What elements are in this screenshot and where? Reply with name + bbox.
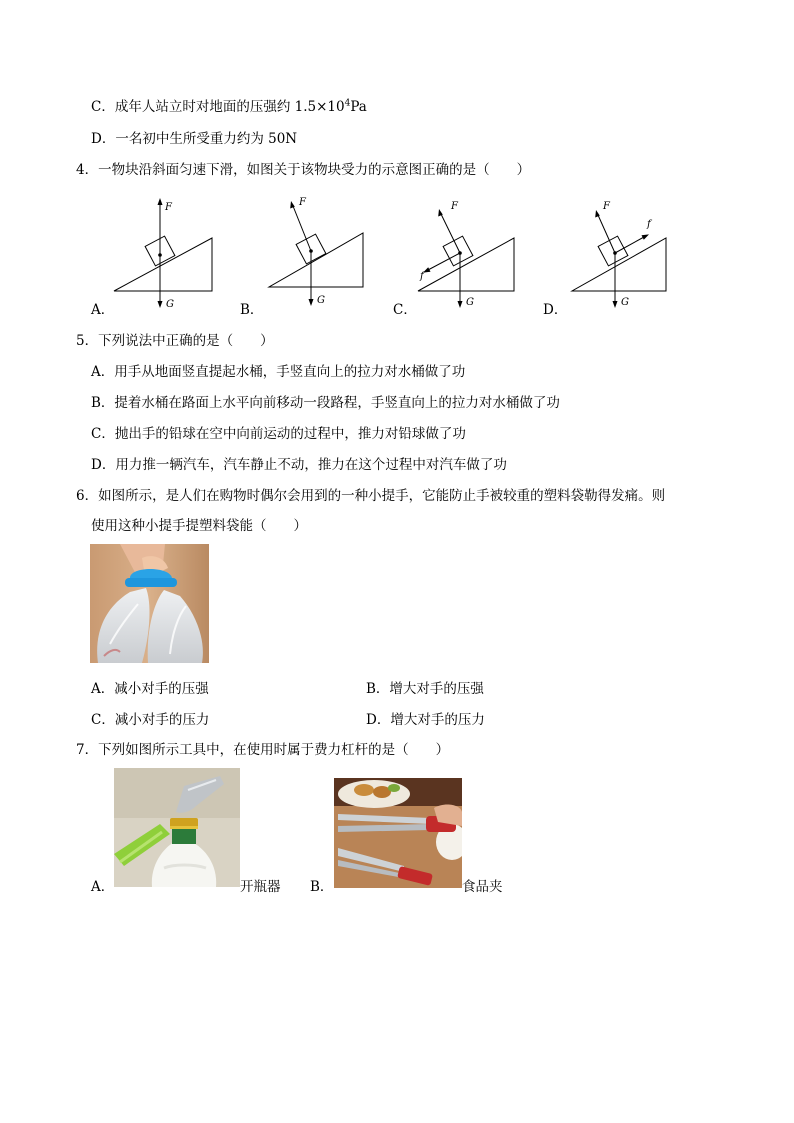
incline bbox=[572, 238, 666, 291]
q5-stem: 5．下列说法中正确的是（ ） bbox=[76, 333, 274, 349]
q4-option-c: C． bbox=[393, 302, 417, 318]
force-G-label: G bbox=[466, 297, 474, 308]
bag-handle-image bbox=[90, 544, 209, 663]
q6-stem-line1: 6．如图所示，是人们在购物时偶尔会用到的一种小提手，它能防止手被较重的塑料袋勒得发痛。则 bbox=[76, 488, 666, 504]
q7-stem: 7．下列如图所示工具中，在使用时属于费力杠杆的是（ ） bbox=[76, 742, 450, 758]
block bbox=[443, 236, 473, 266]
q7-option-a-caption: 开瓶器 bbox=[240, 879, 281, 895]
force-F-label: F bbox=[451, 201, 458, 212]
q6-option-d: D．增大对手的压力 bbox=[366, 712, 485, 728]
q6-bag-handle-photo bbox=[90, 544, 209, 663]
bottle-opener-image bbox=[114, 768, 240, 887]
force-F-label: F bbox=[299, 197, 306, 208]
q4-diagram-c bbox=[412, 195, 522, 310]
q3-option-d: D．一名初中生所受重力约为 50N bbox=[91, 131, 298, 147]
q4-option-b: B． bbox=[240, 302, 264, 318]
incline bbox=[269, 233, 363, 287]
q5-option-c: C．抛出手的铅球在空中向前运动的过程中，推力对铅球做了功 bbox=[91, 426, 466, 442]
q7-bottle-opener-photo bbox=[114, 768, 240, 887]
food-tongs-image bbox=[334, 778, 462, 888]
force-G-label: G bbox=[621, 297, 629, 308]
q6-option-a: A．减小对手的压强 bbox=[91, 681, 209, 697]
q7-option-a-label: A． bbox=[91, 879, 115, 895]
force-G-label: G bbox=[166, 299, 174, 310]
force-f-label: f bbox=[647, 219, 651, 230]
q4-diagram-d bbox=[566, 195, 676, 310]
incline bbox=[418, 238, 514, 291]
q6-stem-line2: 使用这种小提手提塑料袋能（ ） bbox=[91, 518, 307, 534]
force-F-label: F bbox=[165, 202, 172, 213]
q3-option-c: C．成年人站立时对地面的压强约 $1.5\times 10^4Pa$ bbox=[91, 98, 367, 115]
force-G-label: G bbox=[317, 295, 325, 306]
q5-option-b: B．提着水桶在路面上水平向前移动一段路程，手竖直向上的拉力对水桶做了功 bbox=[91, 395, 560, 411]
q4-stem: 4．一物块沿斜面匀速下滑，如图关于该物块受力的示意图正确的是（ ） bbox=[76, 162, 531, 178]
q4-option-a: A． bbox=[91, 302, 115, 318]
q5-option-d: D．用力推一辆汽车，汽车静止不动，推力在这个过程中对汽车做了功 bbox=[91, 457, 507, 473]
q6-option-c: C．减小对手的压力 bbox=[91, 712, 210, 728]
q6-option-b: B．增大对手的压强 bbox=[366, 681, 484, 697]
incline bbox=[114, 238, 212, 291]
q4-diagram-b bbox=[265, 193, 375, 310]
block bbox=[598, 236, 628, 266]
q7-option-b-label: B． bbox=[310, 879, 334, 895]
q7-food-tongs-photo bbox=[334, 778, 462, 888]
force-f-label: f bbox=[420, 271, 424, 282]
q7-option-b-caption: 食品夹 bbox=[462, 879, 503, 895]
q5-option-a: A．用手从地面竖直提起水桶，手竖直向上的拉力对水桶做了功 bbox=[91, 364, 466, 380]
force-F-label: F bbox=[603, 201, 610, 212]
q4-option-d: D． bbox=[543, 302, 568, 318]
q4-diagram-a bbox=[110, 195, 220, 310]
